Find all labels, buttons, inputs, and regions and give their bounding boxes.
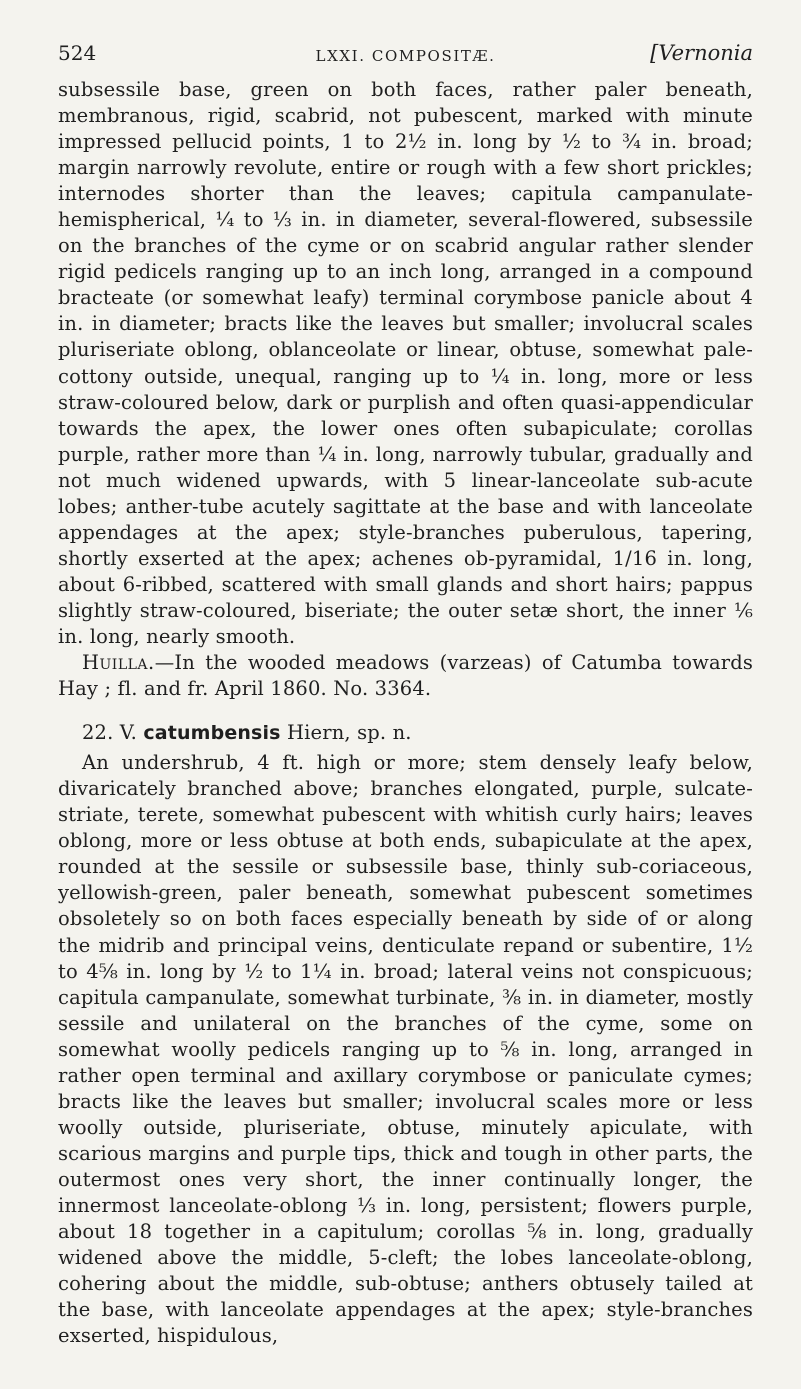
species-name: catumbensis [143,722,281,745]
page-header [58,42,753,74]
running-title: LXXI. COMPOSITÆ. [315,47,496,65]
locality-paragraph [58,650,753,702]
page-body [58,77,753,1349]
locality-text: —In the wooded meadows (varzeas) of Catumba towards Hay ; fl. and fr. April 1860. No. 3364. [58,651,753,701]
species-number: 22. V. [82,721,137,745]
species-description: An undershrub, 4 ft. high or more; stem densely leafy below, divaricately branched above; branches elongated, purple, sulcate-striate, terete, somewhat pubescent with whitish curly hairs; leaves oblong, more or less obtuse at both ends, subapiculate at the apex, rounded at the sessile or subsessile base, thinly sub-coriaceous, yellowish-green, paler beneath, somewhat pubescent sometimes obsoletely so on both faces especially beneath by side of or along the midrib and principal veins, denticulate repand or subentire, 1½ to 4⅝ in. long by ½ to 1¼ in. broad; lateral veins not conspicuous; capitula campanulate, somewhat turbinate, ⅜ in. in diameter, mostly sessile and unilateral on the branches of the cyme, some on somewhat woolly pedicels ranging up to ⅝ in. long, arranged in rather open terminal and axillary corymbose or paniculate cymes; bracts like the leaves but smaller; involucral scales more or less woolly outside, pluriseriate, obtuse, minutely apiculate, with scarious margins and purple tips, thick and tough in other parts, the outermost ones very short, the inner continually longer, the innermost lanceolate-oblong ⅓ in. long, persistent; flowers purple, about 18 together in a capitulum; corollas ⅝ in. long, gradually widened above the middle, 5-cleft; the lobes lanceolate-oblong, cohering about the middle, sub-obtuse; anthers obtusely tailed at the base, with lanceolate appendages at the apex; style-branches exserted, hispidulous, [58,751,753,1348]
continued-description: subsessile base, green on both faces, rather paler beneath, membranous, rigid, scabrid, not pubescent, marked with minute impressed pellucid points, 1 to 2½ in. long by ½ to ¾ in. broad; margin narrowly revolute, entire or rough with a few short prickles; internodes shorter than the leaves; capitula campanulate-hemispherical, ¼ to ⅓ in. in diameter, several-flowered, subsessile on the branches of the cyme or on scabrid angular rather slender rigid pedicels ranging up to an inch long, arranged in a compound bracteate (or somewhat leafy) terminal corymbose panicle about 4 in. in diameter; bracts like the leaves but smaller; involucral scales pluriseriate oblong, oblanceolate or linear, obtuse, somewhat pale-cottony outside, unequal, ranging up to ¼ in. long, more or less straw-coloured below, dark or purplish and often quasi-appendicular towards the apex, the lower ones often subapiculate; corollas purple, rather more than ¼ in. long, narrowly tubular, gradually and not much widened upwards, with 5 linear-lanceolate sub-acute lobes; anther-tube acutely sagittate at the base and with lanceolate appendages at the apex; style-branches puberulous, tapering, shortly exserted at the apex; achenes ob-pyramidal, 1/16 in. long, about 6-ribbed, scattered with small glands and short hairs; pappus slightly straw-coloured, biseriate; the outer setæ short, the inner ⅙ in. long, nearly smooth. [58,78,753,648]
genus-heading: [Vernonia [650,41,753,65]
page-number: 524 [58,41,97,65]
species-heading [58,720,753,746]
species-authority: Hiern, sp. n. [287,721,412,745]
locality-region: Huilla. [82,651,155,675]
